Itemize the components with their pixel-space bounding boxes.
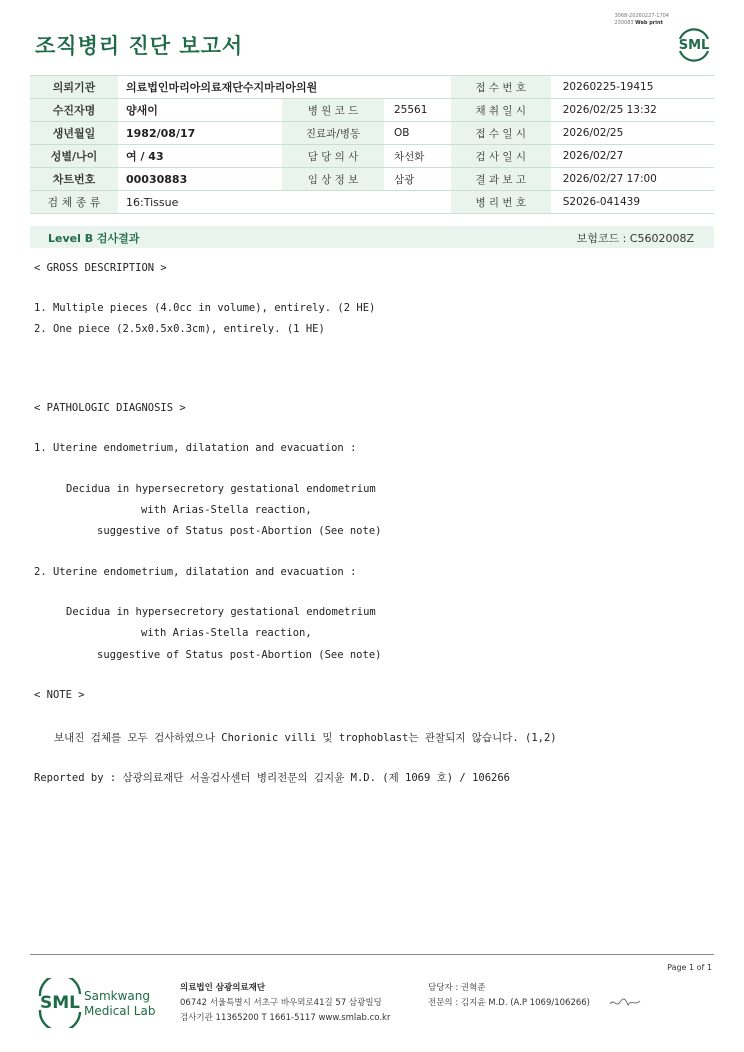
webprint-id: 3068-20260227-1704 (614, 13, 669, 19)
diagnosis-1-line-3: suggestive of Status post-Abortion (See note) (97, 525, 382, 537)
exam-date-label: 검 사 일 시 (451, 145, 551, 168)
sml-logo (674, 25, 714, 63)
footer-registration: 검사기관 11365200 T 1661-5117 www.smlab.co.kr (180, 1013, 391, 1023)
pathology-no-label: 병 리 번 호 (451, 191, 551, 214)
diagnosis-1-title: 1. Uterine endometrium, dilatation and evacuation : (34, 442, 357, 454)
specimen-value: 16:Tissue (118, 191, 451, 214)
footer-logo-text: SML (40, 993, 80, 1013)
exam-date-value: 2026/02/27 (551, 145, 714, 168)
insurance-code: 보험코드 : C5602008Z (576, 232, 694, 245)
result-report-label: 결 과 보 고 (451, 168, 551, 191)
collection-date-value: 2026/02/25 13:32 (551, 99, 714, 122)
receipt-date-label: 접 수 일 시 (451, 122, 551, 145)
sml-logo-text: SML (678, 38, 710, 53)
diagnosis-2-line-1: Decidua in hypersecretory gestational endometrium (66, 606, 376, 618)
doctor-value: 차선화 (384, 145, 451, 168)
dept-value: OB (384, 122, 451, 145)
footer-logo (36, 978, 164, 1028)
footer-expert: 전문의 : 김지윤 M.D. (A.P 1069/106266) (428, 998, 590, 1008)
receipt-no-value: 20260225-19415 (551, 76, 714, 99)
patient-info-table (30, 75, 714, 214)
diagnosis-2-title: 2. Uterine endometrium, dilatation and evacuation : (34, 566, 357, 578)
gross-item-2: 2. One piece (2.5x0.5x0.3cm), entirely. (1 HE) (34, 323, 325, 335)
reported-by: Reported by : 삼광의료재단 서울검사센터 병리전문의 김지윤 M.D. (제 1069 호) / 106266 (34, 772, 511, 784)
collection-date-label: 채 취 일 시 (451, 99, 551, 122)
report-title: 조직병리 진단 보고서 (35, 34, 244, 58)
dob-value: 1982/08/17 (118, 122, 282, 145)
page-number: Page 1 of 1 (667, 963, 712, 972)
hospital-code-value: 25561 (384, 99, 451, 122)
info-row (30, 145, 714, 168)
doctor-label: 담 당 의 사 (282, 145, 384, 168)
clinical-info-value: 삼광 (384, 168, 451, 191)
pathologic-title: < PATHOLOGIC DIAGNOSIS > (34, 402, 186, 414)
info-row (30, 122, 714, 145)
note-text: 보내진 검체를 모두 검사하였으나 Chorionic villi 및 trophoblast는 관찰되지 않습니다. (1,2) (54, 732, 557, 744)
sex-age-value: 여 / 43 (118, 145, 282, 168)
hospital-code-label: 병 원 코 드 (282, 99, 384, 122)
gross-item-1: 1. Multiple pieces (4.0cc in volume), entirely. (2 HE) (34, 302, 376, 314)
request-org-label: 의뢰기관 (30, 76, 118, 99)
signature (608, 994, 642, 1010)
footer-manager: 담당자 : 권혁준 (428, 983, 486, 993)
webprint-label: Web print (635, 20, 663, 26)
level-bar (30, 226, 714, 248)
info-row (30, 191, 714, 214)
level-title: Level B 검사결과 (48, 232, 140, 245)
diagnosis-1-line-1: Decidua in hypersecretory gestational endometrium (66, 483, 376, 495)
diagnosis-2-line-3: suggestive of Status post-Abortion (See note) (97, 649, 382, 661)
diagnosis-2-line-2: with Arias-Stella reaction, (141, 627, 312, 639)
clinical-info-label: 임 상 정 보 (282, 168, 384, 191)
request-org-value: 의료법인마리아의료재단수지마리아의원 (118, 76, 451, 99)
info-row (30, 168, 714, 191)
webprint-code: 230083 (614, 20, 634, 26)
info-row (30, 99, 714, 122)
footer-divider (30, 954, 714, 955)
footer-logo-name-1: Samkwang (84, 989, 150, 1003)
pathology-no-value: S2026-041439 (551, 191, 714, 214)
chart-no-value: 00030883 (118, 168, 282, 191)
chart-no-label: 차트번호 (30, 168, 118, 191)
dept-label: 진료과/병동 (282, 122, 384, 145)
note-title: < NOTE > (34, 689, 85, 701)
patient-name-label: 수진자명 (30, 99, 118, 122)
footer-logo-name-2: Medical Lab (84, 1004, 156, 1018)
result-report-value: 2026/02/27 17:00 (551, 168, 714, 191)
sex-age-label: 성별/나이 (30, 145, 118, 168)
receipt-no-label: 접 수 번 호 (451, 76, 551, 99)
dob-label: 생년월일 (30, 122, 118, 145)
footer-address: 06742 서울특별시 서초구 바우뫼로41길 57 삼광빌딩 (180, 998, 382, 1008)
specimen-label: 검 체 종 류 (30, 191, 118, 214)
receipt-date-value: 2026/02/25 (551, 122, 714, 145)
footer-org: 의료법인 삼광의료재단 (180, 983, 266, 993)
webprint-stamp (614, 13, 669, 27)
patient-name-value: 양새이 (118, 99, 282, 122)
info-row (30, 76, 714, 99)
gross-title: < GROSS DESCRIPTION > (34, 262, 167, 274)
diagnosis-1-line-2: with Arias-Stella reaction, (141, 504, 312, 516)
